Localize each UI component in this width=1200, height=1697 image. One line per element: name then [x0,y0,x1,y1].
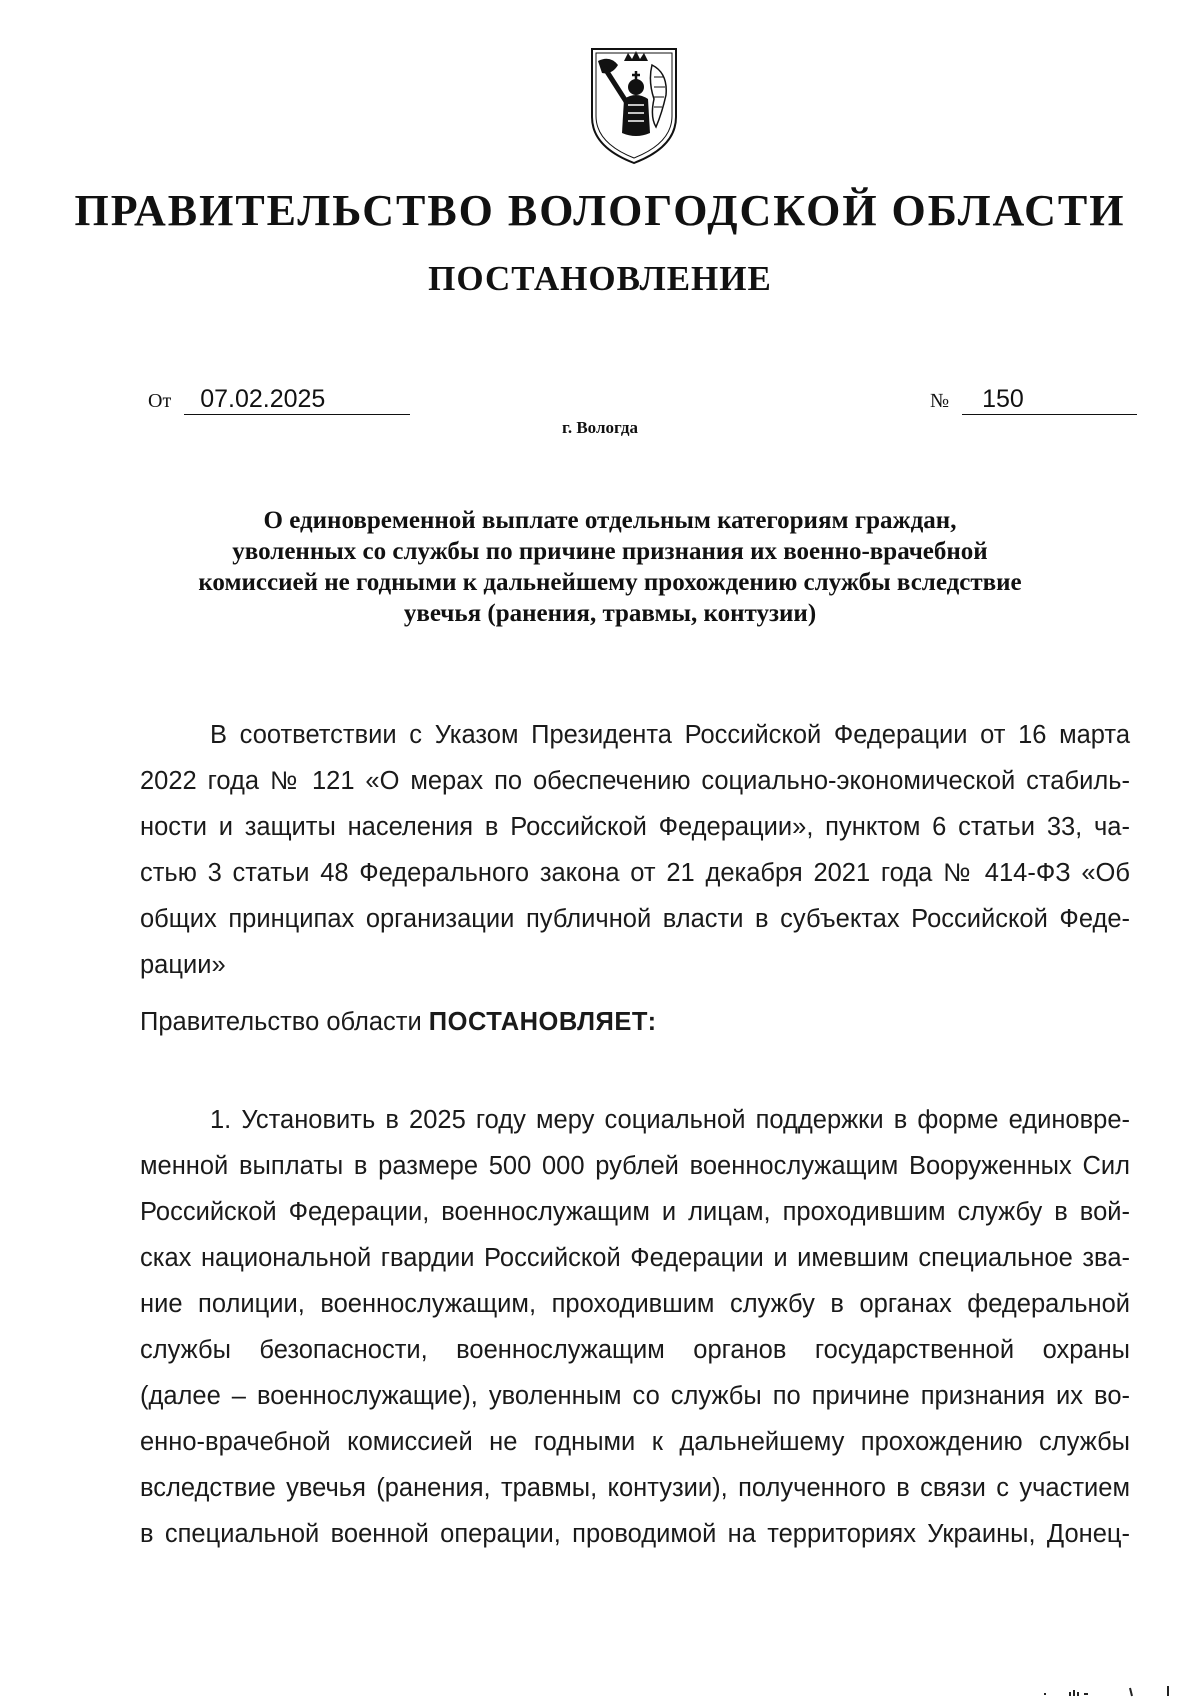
clause-line: службы безопасности, военнослужащим органов государственной охраны [140,1336,1130,1364]
clause-line: сках национальной гвардии Российской Федерации и имевшим специальное зва- [140,1244,1130,1272]
clause-line: Российской Федерации, военнослужащим и лицам, проходившим службу в вой- [140,1198,1130,1226]
date-label: От [148,390,172,412]
clause-line: вследствие увечья (ранения, травмы, контузии), полученного в связи с участием [140,1474,1130,1502]
decree-word: ПОСТАНОВЛЯЕТ: [428,1008,657,1036]
government-title: ПРАВИТЕЛЬСТВО ВОЛОГОДСКОЙ ОБЛАСТИ [74,186,1126,235]
decree-statement [140,1008,657,1037]
document-subject [130,505,1090,629]
preamble-line: общих принципах организации публичной власти в субъектах Российской Феде- [140,905,1130,933]
document-city: г. Вологда [562,418,638,437]
number-value: 150 [962,384,1137,415]
clause-line: менной выплаты в размере 500 000 рублей военнослужащим Вооруженных Сил [140,1152,1130,1180]
subject-line: уволенных со службы по причине признания их военно-врачебной [232,538,988,565]
preamble-line: рации» [140,951,226,979]
preamble-line: стью 3 статьи 48 Федерального закона от 21 декабря 2021 года № 414-ФЗ «Об [140,859,1130,887]
document-number [930,384,1137,415]
preamble-paragraph [140,712,1130,988]
scan-marks-icon [1040,1678,1180,1697]
preamble-line: В соответствии с Указом Президента Российской Федерации от 16 марта [210,721,1130,749]
date-value: 07.02.2025 [184,384,410,415]
clause-line: (далее – военнослужащие), уволенным со службы по причине признания их во- [140,1382,1130,1410]
subject-line: увечья (ранения, травмы, контузии) [403,600,817,627]
clause-line: в специальной военной операции, проводимой на территориях Украины, Донец- [140,1520,1130,1548]
clause-line: 1. Установить в 2025 году меру социальной поддержки в форме единовре- [210,1106,1130,1134]
clause-line: енно-врачебной комиссией не годными к дальнейшему прохождению службы [140,1428,1130,1456]
document-date [148,384,410,415]
clause-line: ние полиции, военнослужащим, проходившим службу в органах федеральной [140,1290,1130,1318]
vologda-coat-of-arms-icon [588,47,680,165]
number-label: № [930,390,950,412]
preamble-line: ности и защиты населения в Российской Федерации», пунктом 6 статьи 33, ча- [140,813,1130,841]
preamble-line: 2022 года № 121 «О мерах по обеспечению социально-экономической стабиль- [140,767,1130,795]
clause-1-paragraph [140,1097,1130,1557]
subject-line: комиссией не годными к дальнейшему прохождению службы вследствие [198,569,1022,596]
document-type: ПОСТАНОВЛЕНИЕ [428,259,772,298]
decree-prefix: Правительство области [140,1008,429,1036]
subject-line: О единовременной выплате отдельным категориям граждан, [263,507,957,534]
